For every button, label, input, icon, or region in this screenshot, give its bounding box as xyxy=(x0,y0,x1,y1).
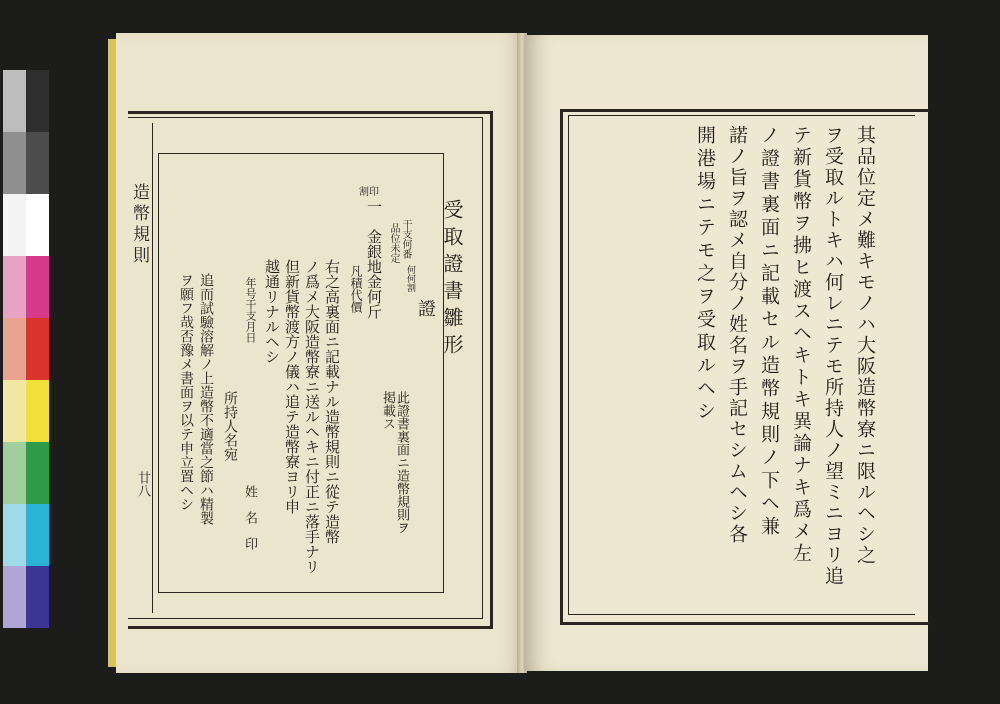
price-line: 凡積代價 xyxy=(349,265,363,313)
body-line-2: ノ爲メ大阪造幣寮ニ送ルヘキニ付正ニ落手ナリ xyxy=(303,259,321,574)
body-line-4: 越通リナルヘシ xyxy=(263,259,281,364)
holder-line: 所持人名宛 xyxy=(222,391,238,461)
color-calibration-strip xyxy=(3,70,49,632)
right-page xyxy=(524,35,928,671)
text-column-6: 開港場ニテモ之ヲ受取ルヘシ xyxy=(694,125,716,424)
open-book xyxy=(108,33,928,673)
date-line: 年号干支月日 xyxy=(244,277,257,343)
number-line: 干支何番 xyxy=(400,219,411,259)
body-line-1: 右之高裏面ニ記載ナル造幣規則ニ從テ造幣 xyxy=(323,259,341,544)
text-column-5: 諾ノ旨ヲ認メ自分ノ姓名ヲ手記セシムヘシ各 xyxy=(726,125,748,545)
form-heading: 受取證書雛形 xyxy=(440,199,464,361)
side-title: 造幣規則 xyxy=(129,183,149,267)
form-kind: 證 xyxy=(415,299,436,317)
item-line: 一 金銀地金何斤 xyxy=(365,199,383,319)
grade-note: 何何割 xyxy=(405,265,415,292)
note-line-2: 掲載ス xyxy=(380,391,395,430)
body-line-3: 但新貨幣渡方ノ儀ハ追テ造幣寮ヨリ申 xyxy=(283,259,301,514)
text-column-3: テ新貨幣ヲ拂ヒ渡スヘキトキ異論ナキ爲メ左 xyxy=(790,125,812,565)
postscript-line-2: ヲ願フ哉否豫メ書面ヲ以テ申立置ヘシ xyxy=(178,273,194,511)
note-line-1: 此證書裏面ニ造幣規則ヲ xyxy=(394,391,409,534)
left-page xyxy=(116,33,526,673)
margin-rule xyxy=(152,123,153,613)
grade-line: 品位未定 xyxy=(388,223,399,263)
text-column-2: ヲ受取ルトキハ何レニテモ所持人ノ望ミニヨリ追 xyxy=(822,125,844,587)
page-number: 廿八 xyxy=(135,471,150,497)
text-column-4: ノ證書裏面ニ記載セル造幣規則ノ下ヘ兼 xyxy=(758,125,780,539)
text-column-1: 其品位定メ難キモノハ大阪造幣寮ニ限ルヘシ之 xyxy=(854,125,876,566)
seal-label: 割印 xyxy=(359,187,379,198)
postscript-line-1: 追而試驗溶解ノ上造幣不適當之節ハ精製 xyxy=(198,273,214,525)
name-seal-line: 姓 名 印 xyxy=(242,485,257,550)
